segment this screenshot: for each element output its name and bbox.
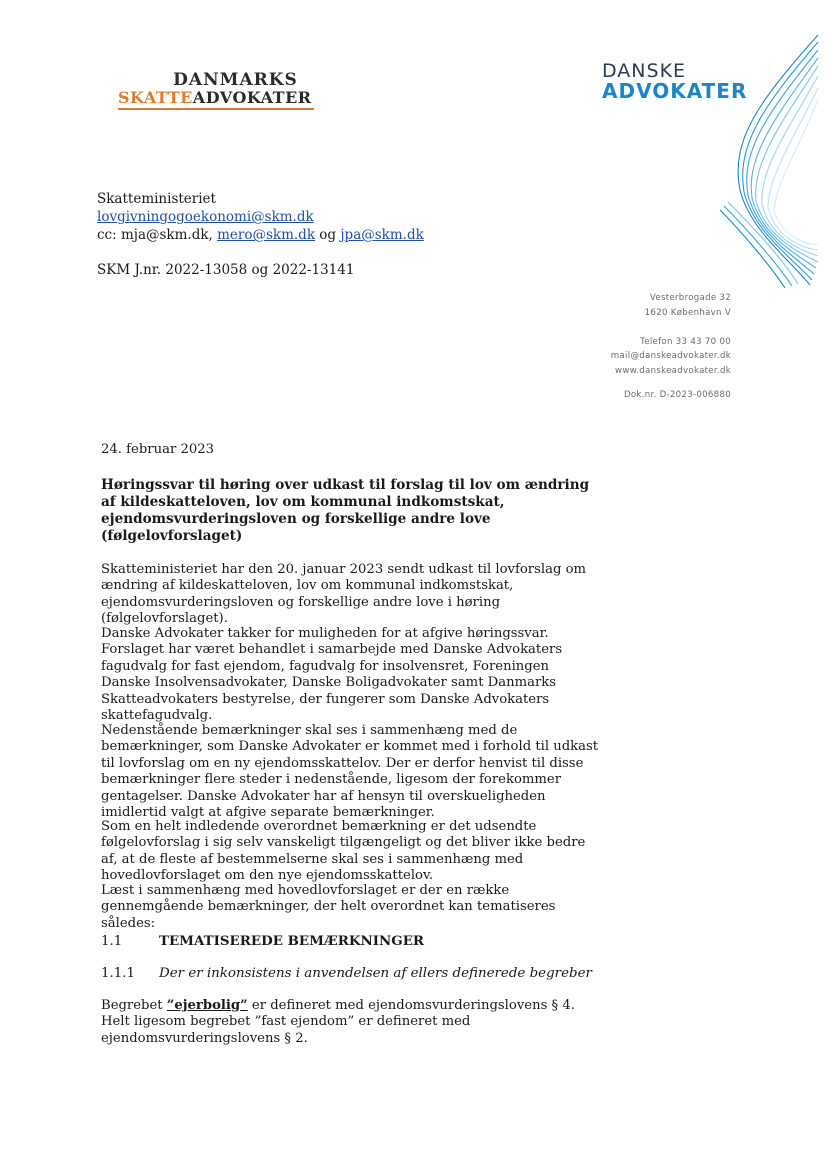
phone: Telefon 33 43 70 00	[640, 336, 731, 347]
recipient-email-link[interactable]: lovgivningogoekonomi@skm.dk	[97, 209, 314, 225]
contact-block	[611, 291, 731, 403]
paragraph-3: Nedenstående bemærkninger skal ses i sammenhæng med de bemærkninger, som Danske Advokater er kommet med i forhold til udkast til lovforslag om en ny ejendomsskattelov. Der er derfor henvist til disse bemærkninger flere steder i nedenstående, ligesom der forekommer gentagelser. Danske Advokater har af hensyn til overskueligheden imidlertid valgt at afgive separate bemærkninger.	[101, 723, 599, 821]
paragraph-6	[101, 998, 601, 1047]
para-prefix: Begrebet	[101, 998, 167, 1013]
reference-number: SKM J.nr. 2022-13058 og 2022-13141	[97, 262, 355, 278]
recipient-email-line	[97, 208, 314, 226]
logo-line-1: DANSKE	[602, 60, 687, 82]
subsection-title: Der er inkonsistens i anvendelsen af ellers definerede begreber	[159, 966, 592, 981]
paragraph-2: Danske Advokater takker for muligheden for at afgive høringssvar. Forslaget har været behandlet i samarbejde med Danske Advokaters fagudvalg for fast ejendom, fagudvalg for insolvensret, Foreningen Danske Insolvensadvokater, Danske Boligadvokater samt Danmarks Skatteadvokaters bestyrelse, der fungerer som Danske Advokaters skattefagudvalg.	[101, 626, 563, 724]
letter-date: 24. februar 2023	[101, 442, 215, 457]
logo-underline	[118, 108, 314, 110]
spacer	[611, 378, 731, 388]
letter-title: Høringssvar til høring over udkast til forslag til lov om ændring af kildeskatteloven, lov om kommunal indkomstskat, ejendomsvurderingsloven og forskellige andre love (følgelovforslaget)	[101, 477, 590, 544]
cc-link-mero[interactable]: mero@skm.dk	[217, 227, 316, 243]
logo-orange-text: SKATTE	[118, 88, 193, 107]
danmarks-skatteadvokater-logo	[118, 70, 323, 110]
term-ejerbolig: ”ejerbolig”	[166, 998, 248, 1013]
paragraph-1: Skatteministeriet har den 20. januar 2023 sendt udkast til lovforslag om ændring af kildeskatteloven, lov om kommunal indkomstskat, ejendomsvurderingsloven og forskellige andre love i høring (følgelovforslaget).	[101, 562, 587, 627]
paragraph-5: Læst i sammenhæng med hovedlovforslaget er der en række gennemgående bemærkninger, der helt overordnet kan tematiseres således:	[101, 883, 556, 931]
logo-line-1: DANMARKS	[173, 70, 298, 90]
paragraph-4: Som en helt indledende overordnet bemærkning er det udsendte følgelovforslag i sig selv vanskeligt tilgængeligt og det bliver ikke bedre af, at de fleste af bestemmelserne skal ses i sammenhæng med hovedlovforslaget om den nye ejendomsskattelov.	[101, 819, 586, 884]
document-number: Dok.nr. D-2023-006880	[623, 390, 731, 400]
logo-line-2: ADVOKATER	[602, 79, 748, 103]
section-number: 1.1	[101, 934, 123, 949]
wave-decoration-icon	[700, 30, 820, 290]
logo-dark-text: ADVOKATER	[192, 88, 312, 107]
subsection-heading	[101, 966, 592, 981]
spacer	[611, 320, 731, 335]
cc-and: og	[315, 227, 341, 243]
subsection-number: 1.1.1	[101, 966, 136, 981]
recipient-name: Skatteministeriet	[97, 191, 216, 207]
address-line-2: 1620 København V	[644, 307, 731, 318]
contact-email: mail@danskeadvokater.dk	[610, 351, 731, 361]
section-title: TEMATISEREDE BEMÆRKNINGER	[159, 933, 425, 949]
address-line-1: Vesterbrogade 32	[649, 293, 731, 303]
para-rest: er defineret med ejendomsvurderingslovens § 4. Helt ligesom begrebet ”fast ejendom” er defineret med ejendomsvurderingslovens § 2.	[101, 998, 575, 1046]
contact-web: www.danskeadvokater.dk	[615, 365, 731, 376]
section-heading	[101, 933, 424, 949]
cc-line	[97, 226, 424, 244]
cc-prefix: cc: mja@skm.dk,	[97, 227, 218, 243]
logo-line-2	[118, 88, 323, 107]
cc-link-jpa[interactable]: jpa@skm.dk	[340, 227, 424, 243]
